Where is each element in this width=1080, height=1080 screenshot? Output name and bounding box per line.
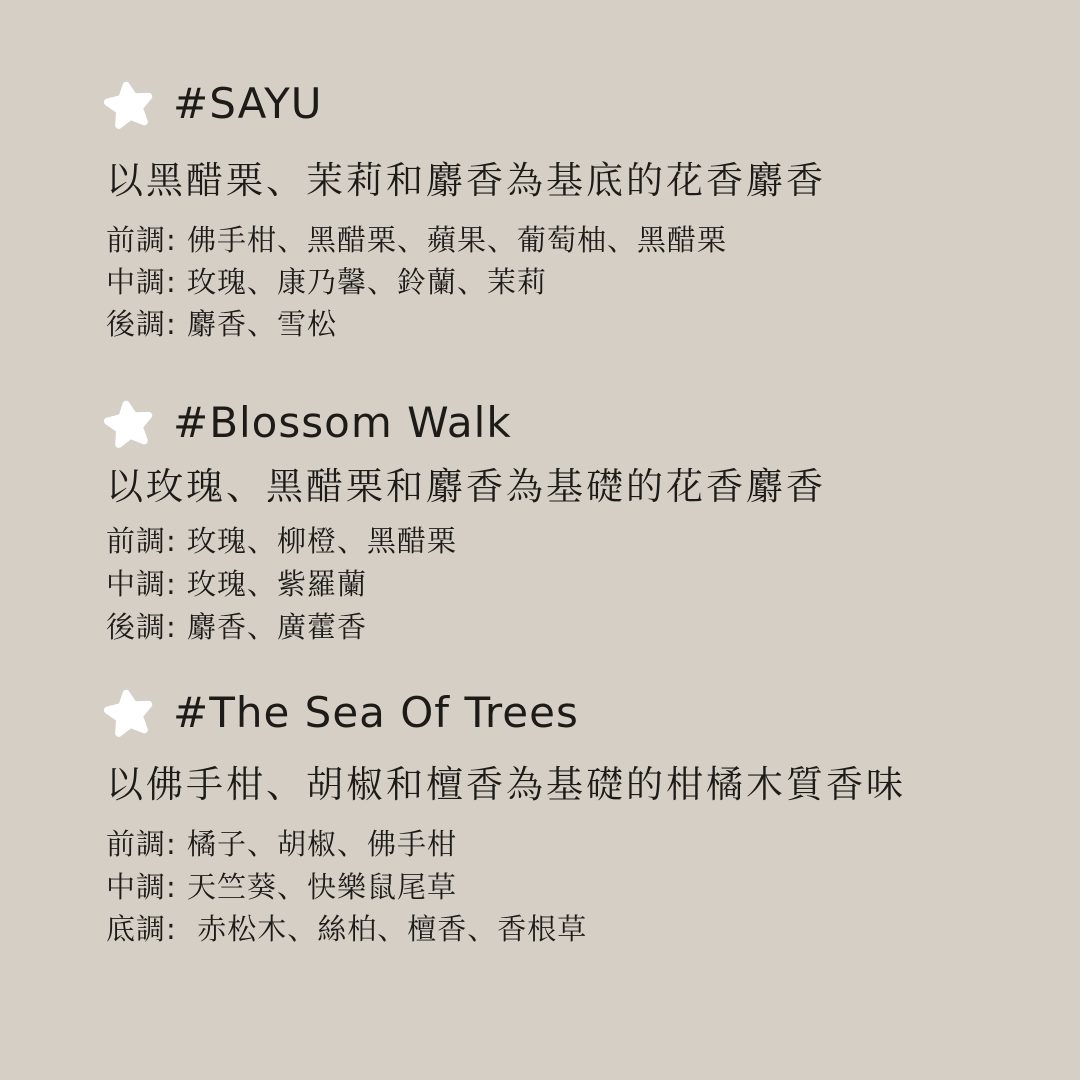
middle-notes-line: 中調: 玫瑰、康乃馨、鈴蘭、茉莉 — [106, 265, 547, 299]
fragrance-title: #The Sea Of Trees — [173, 688, 579, 737]
top-notes-line: 前調: 佛手柑、黑醋栗、蘋果、葡萄柚、黑醋栗 — [106, 223, 727, 257]
fragrance-title: #SAYU — [173, 79, 323, 128]
fragrance-description: 以玫瑰、黑醋栗和麝香為基礎的花香麝香 — [106, 465, 826, 508]
base-notes-line: 後調: 麝香、雪松 — [106, 307, 337, 341]
top-notes-line: 前調: 橘子、胡椒、佛手柑 — [106, 827, 457, 861]
middle-notes-line: 中調: 玫瑰、紫羅蘭 — [106, 567, 367, 601]
fragrance-title: #Blossom Walk — [173, 398, 512, 447]
middle-notes-line: 中調: 天竺葵、快樂鼠尾草 — [106, 870, 457, 904]
top-notes-line: 前調: 玫瑰、柳橙、黑醋栗 — [106, 524, 457, 558]
fragrance-description: 以黑醋栗、茉莉和麝香為基底的花香麝香 — [106, 159, 826, 202]
star-icon — [98, 77, 160, 134]
star-icon — [98, 685, 160, 742]
star-icon — [98, 396, 160, 453]
fragrance-description: 以佛手柑、胡椒和檀香為基礎的柑橘木質香味 — [106, 763, 906, 806]
base-notes-line: 後調: 麝香、廣藿香 — [106, 610, 367, 644]
base-notes-line: 底調: 赤松木、絲柏、檀香、香根草 — [106, 912, 588, 946]
